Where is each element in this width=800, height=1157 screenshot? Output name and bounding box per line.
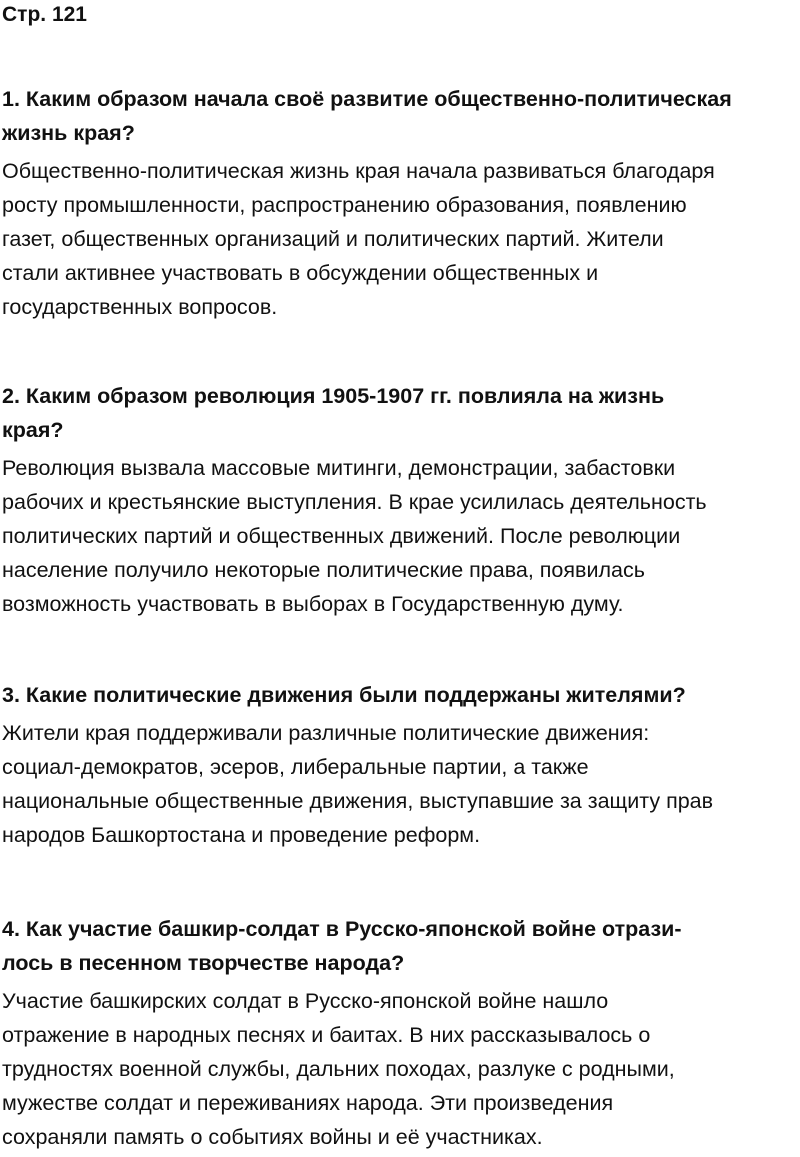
question-line: 4. Как участие башкир-солдат в Русско-японской войне отрази- [2, 917, 682, 941]
answer-line: отражение в народных песнях и баитах. В них рассказывалось о [2, 1023, 651, 1047]
qa-item-1 [2, 82, 798, 324]
qa-item-3 [2, 678, 798, 852]
answer-line: росту промышленности, распространению образования, появлению [2, 193, 687, 217]
page-title: Стр. 121 [2, 3, 87, 26]
answer-4 [2, 984, 798, 1154]
answer-2 [2, 451, 798, 621]
answer-line: стали активнее участвовать в обсуждении общественных и [2, 261, 599, 285]
answer-line: сохраняли память о событиях войны и её участниках. [2, 1125, 543, 1149]
answer-line: Участие башкирских солдат в Русско-японской войне нашло [2, 989, 609, 1013]
answer-1 [2, 154, 798, 324]
answer-line: газет, общественных организаций и политических партий. Жители [2, 227, 664, 251]
question-line: края? [2, 418, 64, 442]
question-line: жизнь края? [2, 121, 135, 145]
question-line: 2. Каким образом революция 1905-1907 гг. повлияла на жизнь [2, 384, 665, 408]
answer-line: трудностях военной службы, дальних походах, разлуке с родными, [2, 1057, 675, 1081]
answer-line: политических партий и общественных движений. После революции [2, 524, 681, 548]
question-4 [2, 912, 798, 980]
answer-3 [2, 716, 798, 852]
answer-line: возможность участвовать в выборах в Государственную думу. [2, 592, 624, 616]
answer-line: народов Башкортостана и проведение реформ. [2, 823, 481, 847]
answer-line: Жители края поддерживали различные политические движения: [2, 721, 650, 745]
answer-line: Революция вызвала массовые митинги, демонстрации, забастовки [2, 456, 676, 480]
question-line: лось в песенном творчестве народа? [2, 951, 405, 975]
answer-line: национальные общественные движения, выступавшие за защиту прав [2, 789, 714, 813]
question-line: 3. Какие политические движения были поддержаны жителями? [2, 683, 686, 707]
question-line: 1. Каким образом начала своё развитие общественно-политическая [2, 87, 732, 111]
answer-line: социал-демократов, эсеров, либеральные партии, а также [2, 755, 589, 779]
answer-line: государственных вопросов. [2, 295, 278, 319]
answer-line: рабочих и крестьянские выступления. В крае усилилась деятельность [2, 490, 707, 514]
qa-item-2 [2, 379, 798, 621]
qa-item-4 [2, 912, 798, 1154]
question-3 [2, 678, 798, 712]
question-2 [2, 379, 798, 447]
answer-line: Общественно-политическая жизнь края начала развиваться благодаря [2, 159, 715, 183]
question-1 [2, 82, 798, 150]
answer-line: мужестве солдат и переживаниях народа. Эти произведения [2, 1091, 614, 1115]
answer-line: население получило некоторые политические права, появилась [2, 558, 645, 582]
